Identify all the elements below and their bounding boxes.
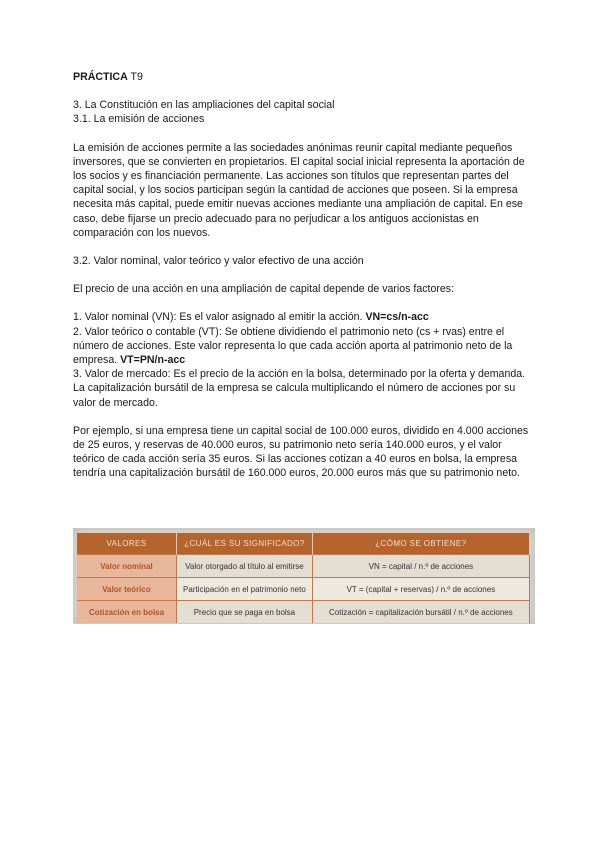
table-cell: Valor teórico [77, 578, 177, 601]
list-item-valor-mercado: 3. Valor de mercado: Es el precio de la acción en la bolsa, determinado por la oferta y demanda. La capitalización bursátil de la empresa se calcula multiplicando el número de acciones por su valor de mercado. [73, 368, 526, 409]
table-cell: Participación en el patrimonio neto [177, 578, 313, 601]
list-item-valor-teorico [73, 325, 533, 368]
table-row [77, 601, 530, 624]
paragraph-precio: El precio de una acción en una ampliación de capital depende de varios factores: [73, 283, 455, 296]
item1-formula: VN=cs/n-acc [365, 311, 429, 324]
table-cell: VT = (capital + reservas) / n.º de acciones [312, 578, 529, 601]
item2-text: 2. Valor teórico o contable (VT): Se obtiene dividiendo el patrimonio neto (cs + rvas) entre el número de acciones. Este valor representa lo que cada acción aporta al patrimonio neto de la empresa. [73, 325, 513, 367]
section-heading-3: 3. La Constitución en las ampliaciones del capital social [73, 99, 335, 112]
table-cell: Precio que se paga en bolsa [177, 601, 313, 624]
title-rest: T9 [127, 71, 143, 83]
table-cell: Cotización = capitalización bursátil / n.º de acciones [312, 601, 529, 624]
table-cell: Cotización en bolsa [77, 601, 177, 624]
item1-text: 1. Valor nominal (VN): Es el valor asignado al emitir la acción. [73, 311, 366, 324]
table-cell: VN = capital / n.º de acciones [312, 555, 529, 578]
page-title [73, 70, 533, 84]
paragraph-emision: La emisión de acciones permite a las sociedades anónimas reunir capital mediante pequeños inversores, que se convierten en propietarios. El capital social inicial representa la aportación de los socios y es financiación permanente. Las acciones son títulos que representan partes del capital social, y los socios participan según la cantidad de acciones que poseen. Si la empresa necesita más capital, puede emitir nuevas acciones mediante una ampliación de capital. En ese caso, debe fijarse un precio adecuado para no perjudicar a los antiguos accionistas en comparación con los nuevos. [73, 141, 525, 239]
table-cell: Valor otorgado al título al emitirse [177, 555, 313, 578]
section-heading-3-1: 3.1. La emisión de acciones [73, 113, 205, 126]
document-body [73, 70, 533, 481]
section-heading-3-2: 3.2. Valor nominal, valor teórico y valor efectivo de una acción [73, 255, 364, 268]
paragraph-ejemplo: Por ejemplo, si una empresa tiene un capital social de 100.000 euros, dividido en 4.000 acciones de 25 euros, y reservas de 40.000 euros, su patrimonio neto sería 140.000 euros, y el valor teórico de cada acción sería 35 euros. Si las acciones cotizan a 40 euros en bolsa, la empresa tendría una capitalización bursátil de 160.000 euros, 20.000 euros más que su patrimonio neto. [73, 424, 529, 480]
table-header-valores: VALORES [77, 533, 177, 555]
item2-formula: VT=PN/n-acc [120, 354, 186, 367]
table-header-row [77, 533, 530, 555]
values-table [77, 533, 530, 623]
table-cell: Valor nominal [77, 555, 177, 578]
title-bold: PRÁCTICA [73, 71, 128, 83]
values-table-photo [73, 528, 535, 624]
table-header-obtiene: ¿CÓMO SE OBTIENE? [312, 533, 529, 555]
table-header-significado: ¿CUÁL ES SU SIGNIFICADO? [177, 533, 313, 555]
list-item-valor-nominal [73, 310, 533, 324]
table-row [77, 578, 530, 601]
table-row [77, 555, 530, 578]
